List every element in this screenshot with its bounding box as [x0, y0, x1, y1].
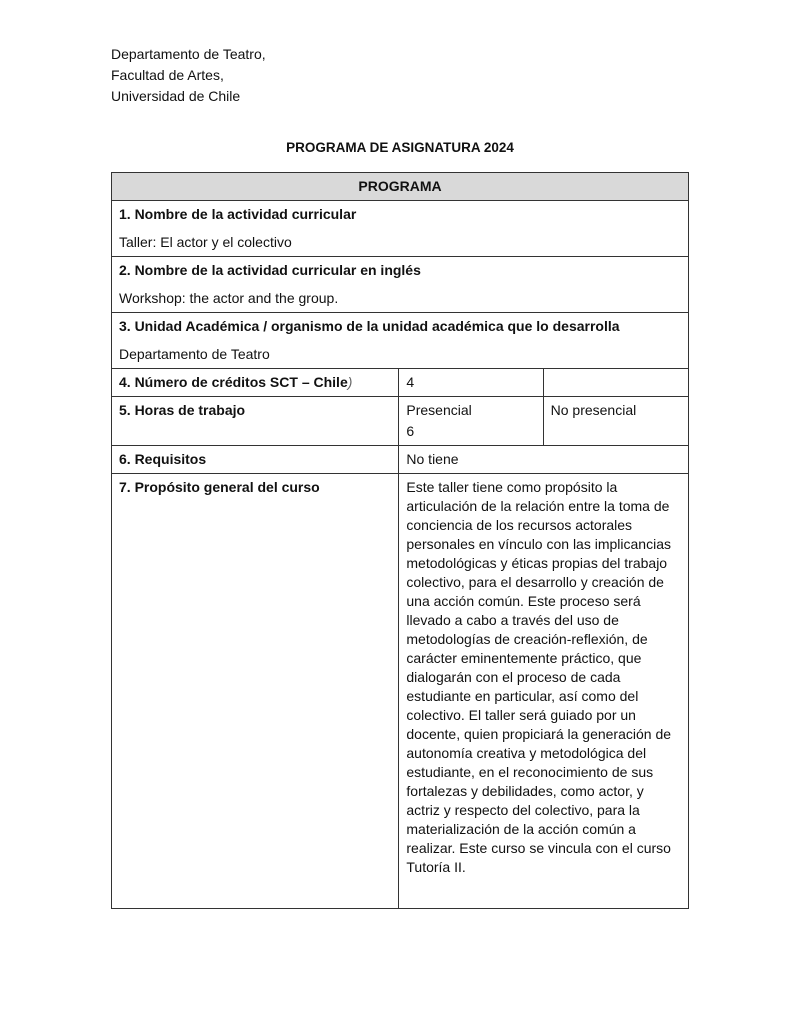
credits-extra-cell [543, 369, 688, 397]
row-requirements [112, 446, 689, 474]
row-academic-unit [112, 313, 689, 369]
requirements-label: 6. Requisitos [119, 451, 207, 467]
course-name-value: Taller: El actor y el colectivo [119, 234, 292, 250]
credits-label: 4. Número de créditos SCT – Chile [119, 374, 348, 390]
academic-unit-value: Departamento de Teatro [119, 346, 270, 362]
table-header-row [112, 173, 689, 201]
document-title: PROGRAMA DE ASIGNATURA 2024 [286, 140, 514, 155]
no-presencial-label: No presencial [550, 402, 637, 418]
program-table [111, 172, 689, 909]
course-name-label: 1. Nombre de la actividad curricular [119, 206, 357, 222]
requirements-value: No tiene [399, 446, 689, 474]
row-course-name [112, 201, 689, 257]
credits-value: 4 [399, 369, 543, 397]
table-header: PROGRAMA [112, 173, 689, 201]
header-line-university: Universidad de Chile [111, 88, 241, 104]
academic-unit-label: 3. Unidad Académica / organismo de la unidad académica que lo desarrolla [119, 318, 620, 334]
work-hours-label: 5. Horas de trabajo [119, 402, 246, 418]
row-credits [112, 369, 689, 397]
row-course-purpose [112, 474, 689, 909]
course-name-english-value: Workshop: the actor and the group. [119, 290, 339, 306]
course-name-english-label: 2. Nombre de la actividad curricular en inglés [119, 262, 421, 278]
header-line-department: Departamento de Teatro, [111, 46, 266, 62]
row-work-hours [112, 397, 689, 446]
course-purpose-label: 7. Propósito general del curso [119, 479, 320, 495]
credits-label-suffix: ) [347, 374, 353, 390]
row-course-name-english [112, 257, 689, 313]
department-header [111, 44, 266, 107]
header-line-faculty: Facultad de Artes, [111, 67, 224, 83]
presencial-label: Presencial [406, 402, 472, 418]
presencial-value: 6 [406, 423, 415, 439]
course-purpose-value: Este taller tiene como propósito la articulación de la relación entre la toma de conciencia de los recursos actorales personales en vínculo con las implicancias metodológicas y éticas propias del trabajo colectivo, para el desarrollo y creación de una acción común. Este proceso será llevado a cabo a través del uso de metodologías de creación-reflexión, de carácter eminentemente práctico, que dialogarán con el proceso de cada estudiante en particular, así como del colectivo. El taller será guiado por un docente, quien propiciará la generación de autonomía creativa y metodológica del estudiante, en el reconocimiento de sus fortalezas y debilidades, como actor, y actriz y respecto del colectivo, para la materialización de la acción común a realizar. Este curso se vincula con el curso Tutoría II. [399, 474, 689, 909]
